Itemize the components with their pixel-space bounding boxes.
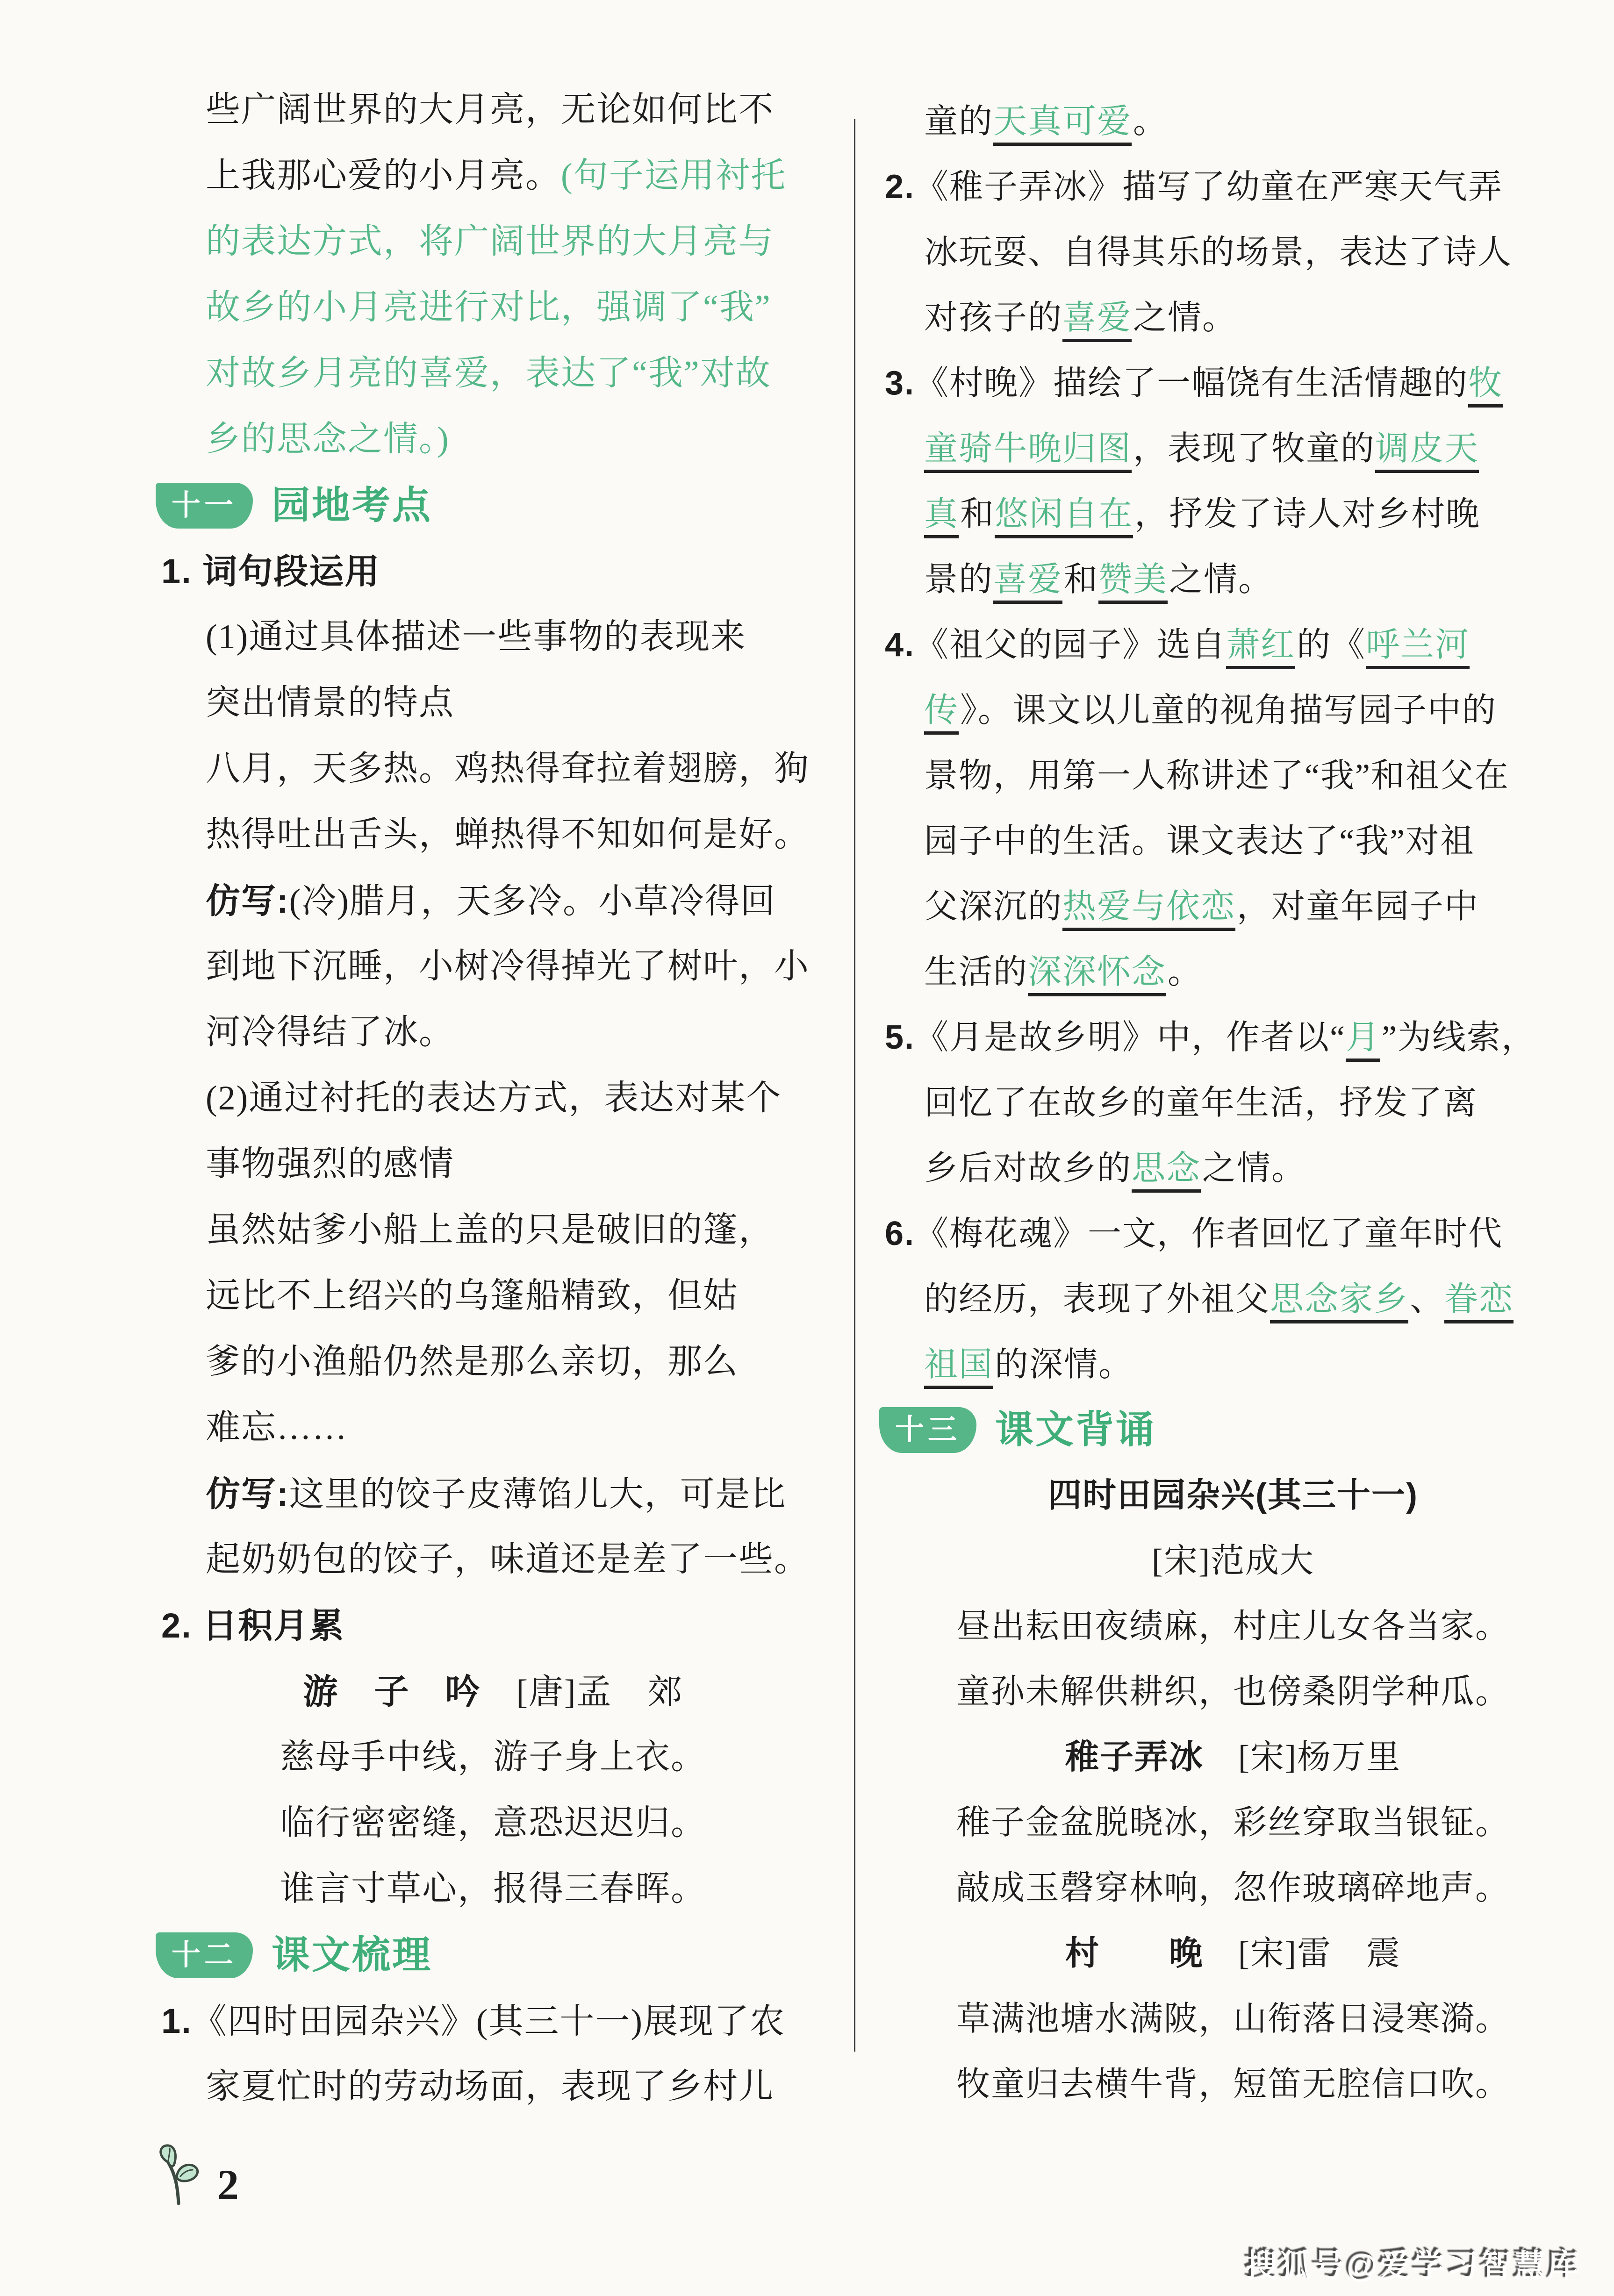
text-line: [161, 1329, 825, 1395]
text-segment: 父深沉的: [924, 888, 1063, 925]
text-segment: 事物强烈的感情: [206, 1145, 454, 1183]
text-line: [161, 1988, 825, 2054]
text-segment: (1)通过具体描述一些事物的表现来: [206, 618, 746, 656]
answer-blank-text: 萧红: [1226, 626, 1295, 669]
answer-blank-text: 祖国: [924, 1346, 993, 1389]
text-line: [885, 743, 1581, 808]
text-segment: [宋]范成大: [1152, 1542, 1314, 1580]
answer-blank-text: 喜爱: [993, 561, 1062, 604]
text-segment: 热得吐出舌头，蝉热得不知如何是好。: [206, 815, 810, 854]
text-line: [161, 670, 825, 736]
text-segment: 童孙未解供耕织，也傍桑阴学种瓜。: [956, 1673, 1510, 1710]
text-line: [885, 939, 1581, 1005]
text-line: [161, 1197, 825, 1263]
text-line: [161, 1000, 825, 1066]
text-segment: [宋]雷 震: [1204, 1935, 1401, 1972]
text-line: [161, 1395, 825, 1461]
text-line: [161, 1263, 825, 1329]
text-segment: 1. 词句段运用: [161, 552, 380, 591]
text-segment: 游 子 吟: [303, 1672, 481, 1711]
text-line: [885, 416, 1581, 481]
text-segment: 和: [960, 495, 995, 533]
text-segment: 《四时田园杂兴》(其三十一)展现了农: [192, 2003, 786, 2041]
text-line: [885, 1921, 1581, 1986]
text-segment: 牧童归去横牛背，短笛无腔信口吹。: [956, 2066, 1510, 2103]
text-segment: 2.: [885, 168, 915, 206]
text-segment: 回忆了在故乡的童年生活，抒发了离: [924, 1084, 1478, 1122]
text-segment: 6.: [885, 1215, 915, 1252]
text-segment: 昼出耘田夜绩麻，村庄儿女各当家。: [956, 1608, 1510, 1645]
text-line: [161, 77, 825, 143]
text-segment: 景物，用第一人称讲述了“我”和祖父在: [924, 757, 1509, 794]
text-segment: ”为线索，: [1382, 1019, 1536, 1056]
text-segment: 爹的小渔船仍然是那么亲切，那么: [206, 1343, 739, 1381]
answer-blank-text: 赞美: [1098, 561, 1168, 604]
text-line: [885, 874, 1581, 939]
text-line: [885, 220, 1581, 285]
text-segment: 乡的思念之情。): [206, 420, 450, 458]
answer-blank-text: 呼兰河: [1366, 626, 1470, 669]
text-line: [161, 604, 825, 670]
text-segment: [唐]孟 郊: [481, 1673, 683, 1711]
text-line: [161, 1131, 825, 1197]
text-segment: 《梅花魂》一文，作者回忆了童年时代: [915, 1215, 1503, 1252]
text-line: [885, 808, 1581, 874]
section-badge: 十一: [156, 483, 253, 529]
text-segment: 园子中的生活。课文表达了“我”对祖: [924, 823, 1475, 860]
text-line: [161, 1527, 825, 1593]
text-line: [161, 1856, 825, 1922]
text-segment: 童的: [924, 103, 994, 140]
text-line: [161, 1593, 825, 1659]
section-heading: 课文梳理: [272, 1934, 433, 1976]
text-segment: 》。课文以儿童的视角描写园子中的: [960, 692, 1497, 729]
answer-blank-text: 悠闲自在: [995, 495, 1133, 538]
answer-blank-text: 深深怀念: [1028, 953, 1166, 996]
text-segment: 和: [1064, 561, 1099, 598]
text-segment: 对故乡月亮的喜爱，表达了“我”对故: [206, 354, 771, 393]
left-column: [161, 77, 825, 2120]
text-segment: ，抒发了诗人对乡村晚: [1134, 495, 1481, 533]
answer-blank-text: 月: [1346, 1019, 1380, 1062]
text-line: [161, 209, 825, 275]
text-segment: 冰玩耍、自得其乐的场景，表达了诗人: [924, 234, 1513, 271]
text-segment: 稚子金盆脱晓冰，彩丝穿取当银钲。: [956, 1804, 1510, 1841]
text-line: [161, 1724, 825, 1790]
text-line: [885, 2052, 1581, 2117]
text-segment: 突出情景的特点: [206, 684, 454, 722]
text-segment: 虽然姑爹小船上盖的只是破旧的篷，: [206, 1211, 774, 1249]
section-heading: 课文背诵: [995, 1409, 1156, 1451]
text-line: [885, 1528, 1581, 1594]
text-segment: 家夏忙时的劳动场面，表现了乡村儿: [206, 2067, 774, 2106]
text-segment: 谁言寸草心，报得三春晖。: [280, 1870, 706, 1908]
answer-blank-text: 思念: [1132, 1150, 1201, 1193]
text-line: [885, 547, 1581, 612]
answer-blank-text: 思念家乡: [1270, 1280, 1408, 1323]
answer-blank-text: 喜爱: [1062, 299, 1132, 342]
text-segment: 稚子弄冰: [1065, 1738, 1204, 1776]
text-segment: 之情。: [1202, 1150, 1306, 1187]
text-line: [885, 612, 1581, 678]
text-line: [885, 1463, 1581, 1528]
page-number: 2: [217, 2161, 239, 2209]
text-segment: 这里的饺子皮薄馅儿大，可是比: [289, 1475, 787, 1514]
text-segment: 村 晚: [1065, 1935, 1204, 1972]
text-segment: 的《: [1297, 626, 1366, 664]
text-segment: ，表现了牧童的: [1133, 430, 1376, 467]
text-segment: 。: [1133, 103, 1168, 140]
text-segment: 四时田园杂兴(其三十一): [1048, 1477, 1418, 1514]
text-segment: 仿写:: [206, 1474, 289, 1513]
text-line: [161, 538, 825, 604]
text-segment: 、: [1410, 1280, 1445, 1318]
text-segment: 之情。: [1169, 561, 1273, 598]
text-line: [161, 1790, 825, 1856]
text-segment: 慈母手中线，游子身上衣。: [280, 1738, 706, 1776]
text-segment: (句子运用衬托: [561, 157, 787, 195]
text-segment: 。: [1168, 953, 1203, 991]
answer-blank-text: 童骑牛晚归图: [924, 430, 1132, 473]
text-line: [885, 481, 1581, 547]
text-line: [885, 1986, 1581, 2052]
text-segment: 八月，天多热。鸡热得耷拉着翅膀，狗: [206, 750, 810, 788]
text-line: [161, 736, 825, 802]
text-segment: ，对童年园子中: [1237, 888, 1479, 925]
text-segment: 河冷得结了冰。: [206, 1013, 454, 1051]
text-line: [885, 1724, 1581, 1790]
text-segment: 之情。: [1133, 299, 1237, 336]
answer-blank-text: 天真可爱: [993, 103, 1132, 146]
text-segment: 乡后对故乡的: [924, 1150, 1132, 1187]
text-segment: 上我那心爱的小月亮。: [206, 157, 561, 195]
text-segment: 1.: [161, 2002, 192, 2040]
answer-blank-text: 眷恋: [1444, 1280, 1514, 1323]
text-segment: 《祖父的园子》选自: [915, 626, 1227, 664]
text-line: [885, 1659, 1581, 1724]
text-line: [161, 1461, 825, 1527]
text-line: [161, 275, 825, 341]
text-line: [885, 1266, 1581, 1332]
text-segment: 到地下沉睡，小树冷得掉光了树叶，小: [206, 947, 810, 986]
column-divider: [854, 119, 855, 2052]
right-column: [885, 89, 1581, 2117]
answer-blank-text: 牧: [1468, 365, 1503, 408]
text-segment: 起奶奶包的饺子，味道还是差了一些。: [206, 1540, 810, 1579]
text-segment: 临行密密缝，意恐迟迟归。: [280, 1804, 706, 1842]
text-line: [885, 1332, 1581, 1397]
text-line: [885, 1594, 1581, 1659]
answer-blank-text: 真: [924, 495, 959, 538]
text-line: [161, 868, 825, 934]
text-segment: 5.: [885, 1019, 915, 1056]
section-badge-row: [879, 1397, 1581, 1463]
text-segment: 的表达方式，将广阔世界的大月亮与: [206, 222, 774, 261]
text-line: [885, 89, 1581, 154]
text-segment: (冷)腊月，天多冷。小草冷得回: [289, 882, 776, 921]
text-segment: 《稚子弄冰》描写了幼童在严寒天气弄: [915, 168, 1503, 206]
text-line: [161, 1066, 825, 1131]
text-segment: 敲成玉磬穿林响，忽作玻璃碎地声。: [956, 1869, 1510, 1907]
section-badge: 十二: [156, 1932, 253, 1978]
text-segment: 3.: [885, 365, 915, 402]
text-segment: 难忘……: [206, 1409, 348, 1447]
text-segment: 4.: [885, 626, 915, 664]
answer-blank-text: 热爱与依恋: [1062, 888, 1235, 931]
text-line: [161, 934, 825, 1000]
text-line: [885, 1790, 1581, 1855]
text-line: [885, 1136, 1581, 1201]
text-line: [885, 154, 1581, 220]
text-line: [161, 1659, 825, 1724]
text-segment: 草满池塘水满陂，山衔落日浸寒漪。: [956, 2000, 1510, 2038]
watermark: 搜狐号@爱学习智慧库: [1245, 2248, 1581, 2284]
text-line: [885, 350, 1581, 416]
text-line: [885, 285, 1581, 350]
answer-blank-text: 调皮天: [1375, 430, 1479, 473]
text-segment: 远比不上绍兴的乌篷船精致，但姑: [206, 1277, 739, 1315]
text-line: [161, 341, 825, 407]
section-heading: 园地考点: [272, 484, 433, 527]
text-segment: 些广阔世界的大月亮，无论如何比不: [206, 91, 774, 129]
text-line: [161, 802, 825, 868]
section-badge-row: [156, 1922, 825, 1988]
text-segment: 《月是故乡明》中，作者以“: [915, 1019, 1346, 1056]
text-segment: 对孩子的: [924, 299, 1063, 336]
text-segment: 2. 日积月累: [161, 1606, 345, 1645]
text-segment: 景的: [924, 561, 994, 598]
text-segment: [宋]杨万里: [1204, 1738, 1401, 1776]
text-segment: 故乡的小月亮进行对比，强调了“我”: [206, 288, 771, 327]
text-line: [885, 1005, 1581, 1070]
text-line: [885, 1070, 1581, 1136]
text-segment: 《村晚》描绘了一幅饶有生活情趣的: [915, 365, 1469, 402]
text-segment: 仿写:: [206, 881, 289, 920]
text-line: [885, 678, 1581, 743]
text-line: [161, 143, 825, 209]
text-segment: (2)通过衬托的表达方式，表达对某个: [206, 1079, 782, 1117]
section-badge-row: [156, 472, 825, 538]
text-line: [885, 1855, 1581, 1921]
answer-blank-text: 传: [924, 692, 959, 735]
text-line: [885, 1201, 1581, 1266]
text-segment: 的深情。: [995, 1346, 1133, 1383]
seedling-icon: [154, 2143, 210, 2206]
section-badge: 十三: [879, 1407, 976, 1453]
text-segment: 生活的: [924, 953, 1028, 991]
text-segment: 的经历，表现了外祖父: [924, 1280, 1270, 1318]
text-line: [161, 407, 825, 472]
text-line: [161, 2054, 825, 2120]
